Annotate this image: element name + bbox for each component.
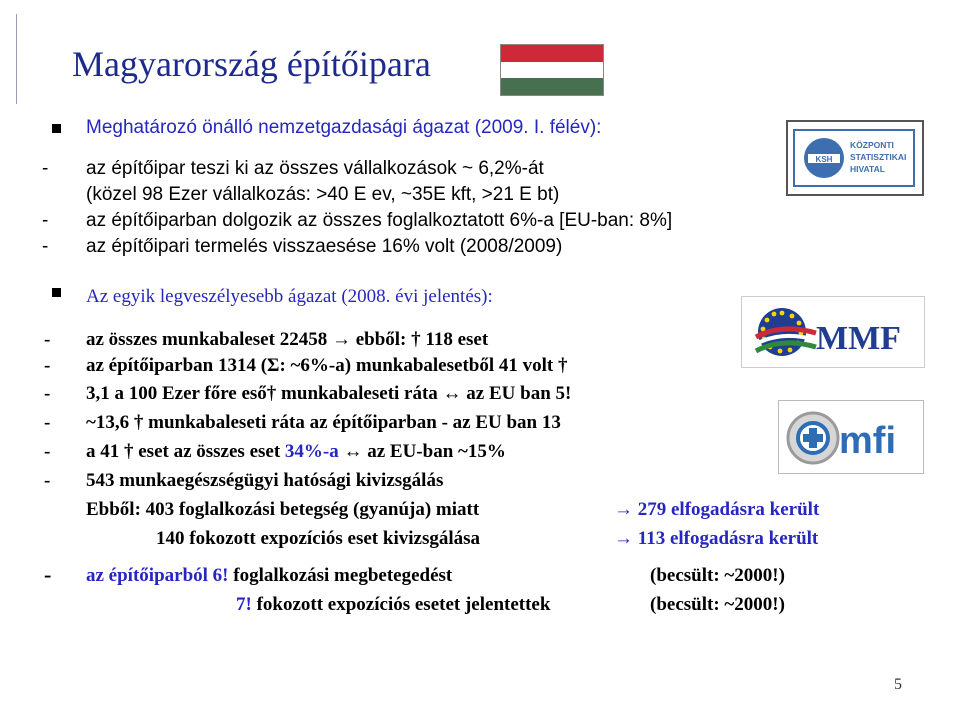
section2-item-4: ~13,6 † munkabaleseti ráta az építőiparban - az EU ban 13 [86,412,561,433]
omfi-text: mfi [839,420,896,462]
page-number: 5 [894,676,902,693]
ksh-line2: STATISZTIKAI [850,152,907,162]
section1-bullet-icon [52,124,61,133]
ksh-line1: KÖZPONTI [850,140,894,150]
final-line-2-highlight: 7! [236,594,252,615]
final-line-2-estimate: (becsült: ~2000!) [650,594,785,615]
section2-item-5-pre: a 41 † eset az összes eset [86,441,285,462]
detail-2-left: 140 fokozott expozíciós eset kivizsgálása [156,528,481,549]
ksh-line3: HIVATAL [850,164,885,174]
hungarian-flag-icon [500,44,604,96]
ksh-logo [786,120,924,196]
decorative-vertical-line [16,14,17,104]
section2-bullet-icon [52,288,61,297]
section2-item-1: az összes munkabaleset 22458 → ebből: † 118 eset [86,329,489,350]
final-line-2 [236,592,550,618]
omfi-logo-graphic [779,401,923,473]
section2-item-2: az építőiparban 1314 (Σ: ~6%-a) munkabalesetből 41 volt † [86,355,568,376]
section1-item-4: az építőipari termelés visszaesése 16% volt (2008/2009) [86,236,563,257]
detail-1-right: → 279 elfogadásra került [614,499,820,520]
final-dash: - [44,562,52,587]
final-line-2-post: fokozott expozíciós esetet jelentettek [251,594,551,615]
section2-item-4-dash: - [44,412,51,433]
section1-item-3: az építőiparban dolgozik az összes foglalkoztatott 6%-a [EU-ban: 8%] [86,210,673,231]
mmf-text: MMF [816,320,901,357]
section2-item-6-dash: - [44,470,51,491]
final-line-1 [86,563,452,589]
final-line-1-highlight: 6! [212,565,229,586]
detail-1-left: Ebből: 403 foglalkozási betegség (gyanúja) miatt [86,499,480,520]
section2-item-3: 3,1 a 100 Ezer főre eső† munkabaleseti ráta ↔ az EU ban 5! [86,383,572,404]
section2-item-5-highlight: 34%-a [284,441,339,462]
section1-item-4-dash: - [42,236,49,257]
final-line-1-pre: az építőiparból [86,565,213,586]
mmf-logo [741,296,925,368]
section2-item-6: 543 munkaegészségügyi hatósági kivizsgálás [86,470,444,491]
section1-item-3-dash: - [42,210,49,231]
omfi-logo [778,400,924,474]
section1-item-1: az építőipar teszi ki az összes vállalkozások ~ 6,2%-át [86,158,544,179]
section2-item-5-post: ↔ az EU-ban ~15% [338,441,506,462]
section2-item-5-dash: - [44,441,51,462]
final-line-1-estimate: (becsült: ~2000!) [650,565,785,586]
page-title: Magyarország építőipara [72,44,431,84]
mmf-logo-graphic [742,297,924,367]
ksh-logo-graphic [788,122,922,194]
section1-item-2: (közel 98 Ezer vállalkozás: >40 E ev, ~35E kft, >21 E bt) [86,184,560,205]
detail-2-right: → 113 elfogadásra került [614,528,819,549]
final-line-1-post: foglalkozási megbetegedést [228,565,453,586]
section2-item-2-dash: - [44,355,51,376]
section1-heading: Meghatározó önálló nemzetgazdasági ágazat (2009. I. félév): [86,117,602,138]
section2-item-5 [86,439,506,465]
section1-item-1-dash: - [42,158,49,179]
section2-item-3-dash: - [44,383,51,404]
section2-heading: Az egyik legveszélyesebb ágazat (2008. évi jelentés): [86,286,493,307]
ksh-mark: KSH [815,155,833,164]
section2-item-1-dash: - [44,329,51,350]
